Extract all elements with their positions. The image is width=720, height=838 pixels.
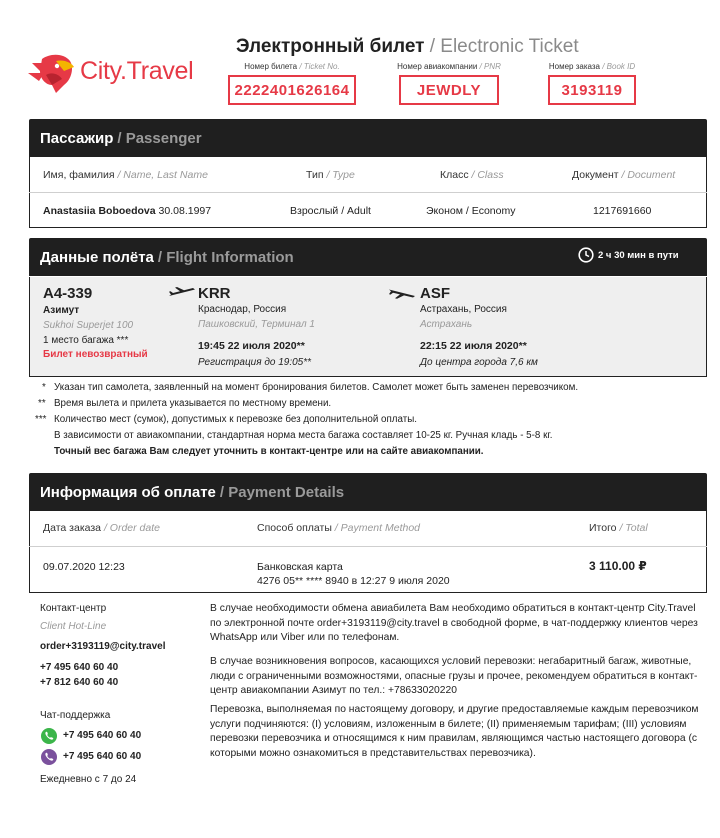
card-details: 4276 05** **** 8940 в 12:27 9 июля 2020 [257,575,450,587]
fare-note: Билет невозвратный [43,349,148,360]
passenger-class: Эконом / Economy [426,205,516,217]
phone-link[interactable]: +7 495 640 60 40 [40,662,119,673]
divider [29,546,707,547]
flight-number: A4-339 [43,285,93,302]
note-baggage-weight: Точный вес багажа Вам следует уточнить в контакт-центре или на сайте авиакомпании. [54,446,484,457]
passenger-type: Взрослый / Adult [290,205,371,217]
aircraft-type: Sukhoi Superjet 100 [43,320,134,331]
contact-center-label: Контакт-центр [40,603,107,614]
arrival-airport: Астрахань [420,319,473,330]
payment-heading: Информация об оплате / Payment Details [29,473,707,511]
col-payment-method: Способ оплаты / Payment Method [257,522,421,534]
note-marker: * [42,382,46,393]
departure-plane-icon [168,286,196,300]
arrival-city: Астрахань, Россия [420,304,507,315]
departure-city: Краснодар, Россия [198,304,287,315]
note-baggage-norm: В зависимости от авиакомпании, стандартная норма места багажа составляет 10-25 кг. Ручная кладь - 5-8 кг. [54,430,553,441]
phone-link[interactable]: +7 812 640 60 40 [40,677,119,688]
exchange-info: В случае необходимости обмена авиабилета Вам необходимо обратиться в контакт-центр City.Travel по электронной почте order+3193119@city.travel в свободной форме, в чат-поддержку клиентов через WhatsApp или Viber или по телефонам. [210,603,698,644]
checkin-deadline: Регистрация до 19:05** [198,357,312,368]
city-travel-logo-icon [26,49,76,97]
passenger-document: 1217691660 [593,205,652,217]
passenger-name: Anastasiia Boboedova 30.08.1997 [43,205,212,217]
airline-name: Азимут [43,305,80,316]
note-marker: *** [35,414,47,425]
hotline-label: Client Hot-Line [40,621,107,632]
flight-heading: Данные полёта / Flight Information [29,238,707,276]
working-hours: Ежедневно с 7 до 24 [40,774,137,785]
ticket-number-label: Номер билета / Ticket No. [244,62,340,71]
contract-terms: Перевозка, выполняемая по настоящему договору, и другие предоставляемые каждым перевозчиком услуги подчиняются: (I) условиям, изложенным в билете; (II) применяемым тарифам; (III) условиям перевозки перевозчика и относящимся к ним правилам, являющимся частью настоящего договора (с которыми можно ознакомиться в представительствах перевозчика). [210,704,699,759]
contact-email-link[interactable]: order+3193119@city.travel [40,641,166,652]
brand-name: City.Travel [80,57,194,85]
col-type: Тип / Type [306,169,355,181]
book-id: 3193119 [548,75,636,105]
col-total: Итого / Total [589,522,648,534]
passenger-heading: Пассажир / Passenger [29,119,707,157]
pnr-code: JEWDLY [399,75,499,105]
total-amount: 3 110.00 ₽ [589,559,647,573]
city-center-distance: До центра города 7,6 км [420,357,538,368]
departure-time: 19:45 22 июля 2020** [198,340,305,352]
note-marker: ** [38,398,46,409]
payment-method: Банковская карта [257,561,343,573]
col-class: Класс / Class [440,169,504,181]
note-baggage: Количество мест (сумок), допустимых к перевозке без дополнительной оплаты. [54,414,417,425]
viber-icon [40,748,58,766]
flight-duration: 2 ч 30 мин в пути [598,250,679,261]
carriage-info: В случае возникновения вопросов, касающихся условий перевозки: негабаритный багаж, животные, люди с ограниченными возможностями, опасные грузы и прочее, рекомендуем обратиться в контакт-центр авиакомпании Азимут по тел.: +78633020220 [210,656,698,697]
viber-phone-link[interactable]: +7 495 640 60 40 [63,751,142,762]
note-aircraft: Указан тип самолета, заявленный на момент бронирования билетов. Самолет может быть заменен перевозчиком. [54,382,579,393]
order-date: 09.07.2020 12:23 [43,561,125,573]
page-title: Электронный билет / Electronic Ticket [236,36,579,57]
departure-code: KRR [198,285,231,302]
col-name: Имя, фамилия / Name, Last Name [43,169,208,181]
whatsapp-phone-link[interactable]: +7 495 640 60 40 [63,730,142,741]
arrival-plane-icon [388,286,416,300]
clock-icon [578,247,594,263]
divider [29,192,707,193]
col-document: Документ / Document [572,169,676,181]
arrival-code: ASF [420,285,450,302]
ticket-number: 2222401626164 [228,75,356,105]
whatsapp-icon [40,727,58,745]
pnr-label: Номер авиакомпании / PNR [397,62,501,71]
book-id-label: Номер заказа / Book ID [548,62,636,71]
chat-support-label: Чат-поддержка [40,710,111,721]
arrival-time: 22:15 22 июля 2020** [420,340,527,352]
baggage-allowance: 1 место багажа *** [43,335,129,346]
departure-airport: Пашковский, Терминал 1 [198,319,315,330]
col-order-date: Дата заказа / Order date [43,522,160,534]
note-local-time: Время вылета и прилета указывается по местному времени. [54,398,332,409]
